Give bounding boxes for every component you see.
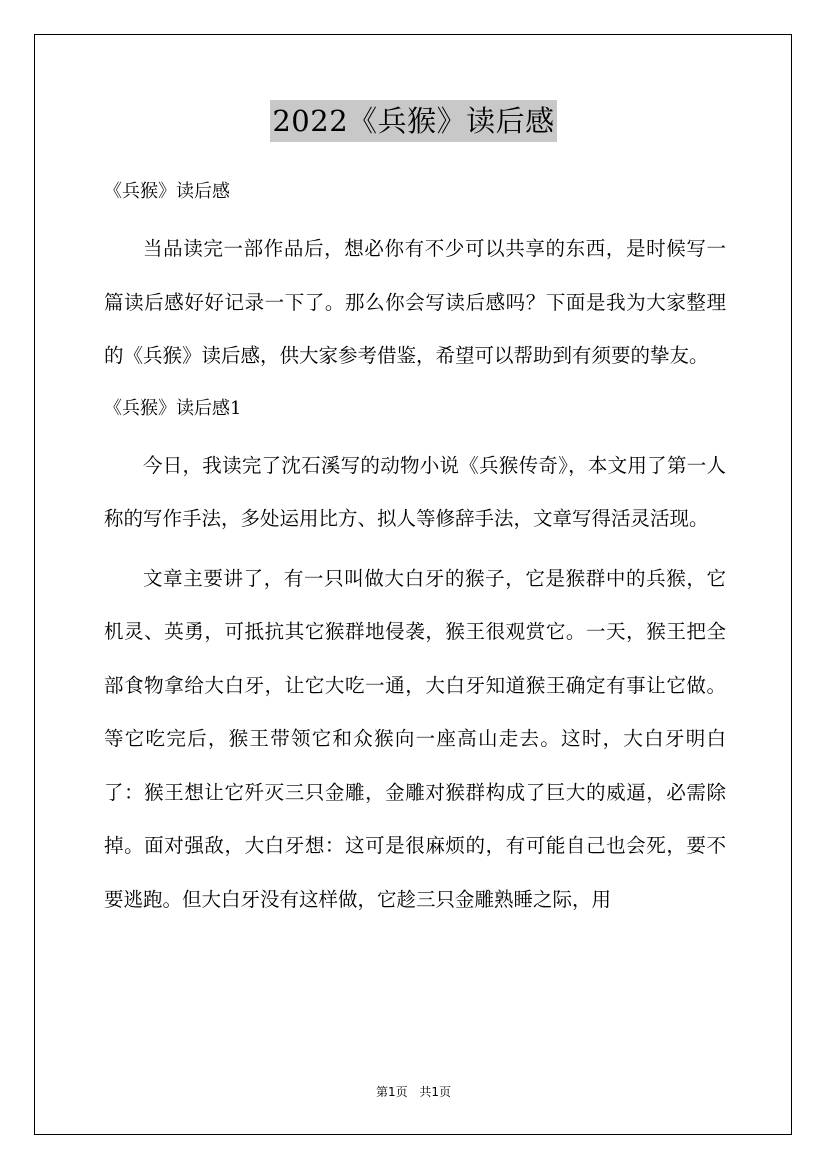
page-footer bbox=[0, 1083, 827, 1100]
page-total: 共1页 bbox=[419, 1085, 452, 1099]
intro-paragraph: 当品读完一部作品后，想必你有不少可以共享的东西，是时候写一篇读后感好好记录一下了。那么你会写读后感吗？下面是我为大家整理的《兵猴》读后感，供大家参考借鉴，希望可以帮助到有须要的挚友。 bbox=[104, 237, 726, 367]
document-title: 2022《兵猴》读后感 bbox=[270, 100, 556, 142]
page-number: 第1页 bbox=[375, 1085, 408, 1099]
title-container bbox=[0, 100, 827, 142]
subheading-intro: 《兵猴》读后感 bbox=[104, 181, 230, 202]
essay-paragraph-2: 文章主要讲了，有一只叫做大白牙的猴子，它是猴群中的兵猴，它机灵、英勇，可抵抗其它猴群地侵袭，猴王很观赏它。一天，猴王把全部食物拿给大白牙，让它大吃一通，大白牙知道猴王确定有事让它做。等它吃完后，猴王带领它和众猴向一座高山走去。这时，大白牙明白了：猴王想让它歼灭三只金雕，金雕对猴群构成了巨大的威逼，必需除掉。面对强敌，大白牙想：这可是很麻烦的，有可能自己也会死，要不要逃跑。但大白牙没有这样做，它趁三只金雕熟睡之际，用 bbox=[104, 566, 726, 911]
essay-paragraph-1: 今日，我读完了沈石溪写的动物小说《兵猴传奇》，本文用了第一人称的写作手法，多处运用比方、拟人等修辞手法，文章写得活灵活现。 bbox=[104, 453, 726, 530]
subheading-essay-1: 《兵猴》读后感1 bbox=[104, 397, 242, 419]
document-body bbox=[104, 170, 726, 926]
